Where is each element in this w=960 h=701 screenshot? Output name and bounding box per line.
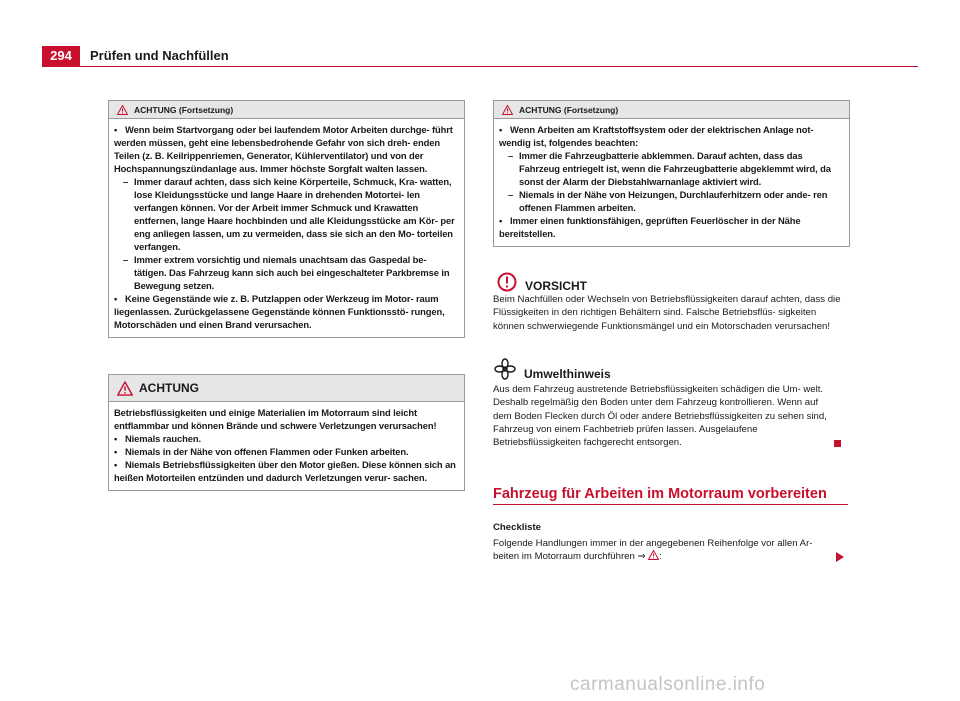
- environment-flower-icon: [494, 358, 516, 380]
- warning-box-heading: ACHTUNG (Fortsetzung): [519, 104, 619, 115]
- chapter-title: Prüfen und Nachfüllen: [90, 48, 229, 63]
- section-title: Fahrzeug für Arbeiten im Motorraum vorbereiten: [493, 486, 848, 505]
- environment-heading: [494, 357, 611, 381]
- warning-triangle-icon: [502, 105, 513, 115]
- warning-box-heading: ACHTUNG: [139, 381, 199, 395]
- bullet-item: • Immer einen funktionsfähigen, geprüften Feuerlöscher in der Nähe bereitstellen.: [499, 215, 801, 239]
- caution-text: Beim Nachfüllen oder Wechseln von Betriebsflüssigkeiten darauf achten, dass die Flüssigkeiten in den richtigen Behältern sind. Falsche Betriebsflüs- sigkeiten können schwerwiegende Funktionsmängel und ein Motorschaden verursachen!: [493, 294, 841, 332]
- warning-reference-icon[interactable]: [648, 550, 659, 560]
- header-rule: [42, 66, 918, 67]
- section-end-marker: [834, 440, 841, 447]
- watermark: carmanualsonline.info: [570, 674, 766, 695]
- warning-box-left: [108, 374, 465, 491]
- checklist-label: Checkliste: [493, 522, 541, 533]
- warning-box-body: [494, 119, 849, 246]
- caution-heading: [497, 271, 587, 293]
- warning-intro: Betriebsflüssigkeiten und einige Materialien im Motorraum sind leicht entflammbar und können Brände und schwere Verletzungen verursachen!: [114, 407, 437, 431]
- warning-triangle-icon: [117, 381, 133, 396]
- environment-title: Umwelthinweis: [524, 367, 611, 381]
- continue-arrow-icon: [836, 552, 844, 562]
- warning-continued-box-right: [493, 100, 850, 247]
- caution-exclamation-icon: [497, 272, 517, 292]
- dash-item: – Immer die Fahrzeugbatterie abklemmen. Darauf achten, dass das Fahrzeug entriegelt ist, wenn die Fahrzeugbatterie abgeklemmt wird, da sonst der Alarm der Diebstahlwarnanlage aktiviert wird.: [508, 150, 831, 187]
- warning-box-body: [109, 402, 464, 490]
- bullet-item: • Keine Gegenstände wie z. B. Putzlappen oder Werkzeug im Motor- raum liegenlassen. Zurückgelassene Gegenstände können Funktionsstö- rungen, Motorschäden und einen Brand verursachen.: [114, 293, 445, 330]
- dash-item: – Immer darauf achten, dass sich keine Körperteile, Schmuck, Kra- watten, lose Kleidungsstücke und lange Haare in drehenden Motortei- len verfangen können. Vor der Arbeit immer Schmuck und Krawatten entfernen, lange Haare hochbinden und alle Kleidungsstücke am Kör- per eng anliegen lassen, um zu vermeiden, dass sie sich an den Mo- torteilen verfangen.: [123, 176, 455, 252]
- page-number: 294: [42, 46, 80, 66]
- bullet-item: • Wenn beim Startvorgang oder bei laufendem Motor Arbeiten durchge- führt werden müssen, geht eine lebensbedrohende Gefahr von sich dreh- enden Teilen (z. B. Keilrippenriemen, Generator, Kühlerventilator) und von der Hochspannungszündanlage aus. Immer höchste Sorgfalt walten lassen.: [114, 124, 453, 174]
- warning-box-body: [109, 119, 464, 337]
- warning-box-header: [494, 101, 849, 119]
- caution-title: VORSICHT: [525, 279, 588, 293]
- bullet-item: • Wenn Arbeiten am Kraftstoffsystem oder der elektrischen Anlage not- wendig ist, folgendes beachten:: [499, 124, 814, 148]
- checklist-intro: Folgende Handlungen immer in der angegebenen Reihenfolge vor allen Ar- beiten im Motorraum durchführen ⇒ :: [493, 538, 813, 563]
- environment-text: Aus dem Fahrzeug austretende Betriebsflüssigkeiten schädigen die Um- welt. Deshalb regelmäßig den Boden unter dem Fahrzeug kontrollieren. Wenn auf dem Boden Flecken durch Öl oder andere Betriebsflüssigkeiten zu sehen sind, Fahrzeug von einem Fachbetrieb prüfen lassen. Ausgelaufene Betriebsflüssigkeiten fachgerecht entsorgen.: [493, 384, 827, 449]
- warning-box-header: [109, 375, 464, 402]
- bullet-item: • Niemals rauchen.: [114, 433, 202, 444]
- warning-triangle-icon: [117, 105, 128, 115]
- bullet-item: • Niemals in der Nähe von offenen Flammen oder Funken arbeiten.: [114, 446, 409, 457]
- bullet-item: • Niemals Betriebsflüssigkeiten über den Motor gießen. Diese können sich an heißen Motorteilen entzünden und dadurch Verletzungen verur- sachen.: [114, 459, 456, 483]
- warning-box-header: [109, 101, 464, 119]
- warning-continued-box-left: [108, 100, 465, 338]
- warning-box-heading: ACHTUNG (Fortsetzung): [134, 104, 234, 115]
- dash-item: – Immer extrem vorsichtig und niemals unachtsam das Gaspedal be- tätigen. Das Fahrzeug kann sich auch bei eingeschalteter Parkbremse in Bewegung setzen.: [123, 254, 450, 291]
- dash-item: – Niemals in der Nähe von Heizungen, Durchlauferhitzern oder ande- ren offenen Flammen arbeiten.: [508, 189, 828, 213]
